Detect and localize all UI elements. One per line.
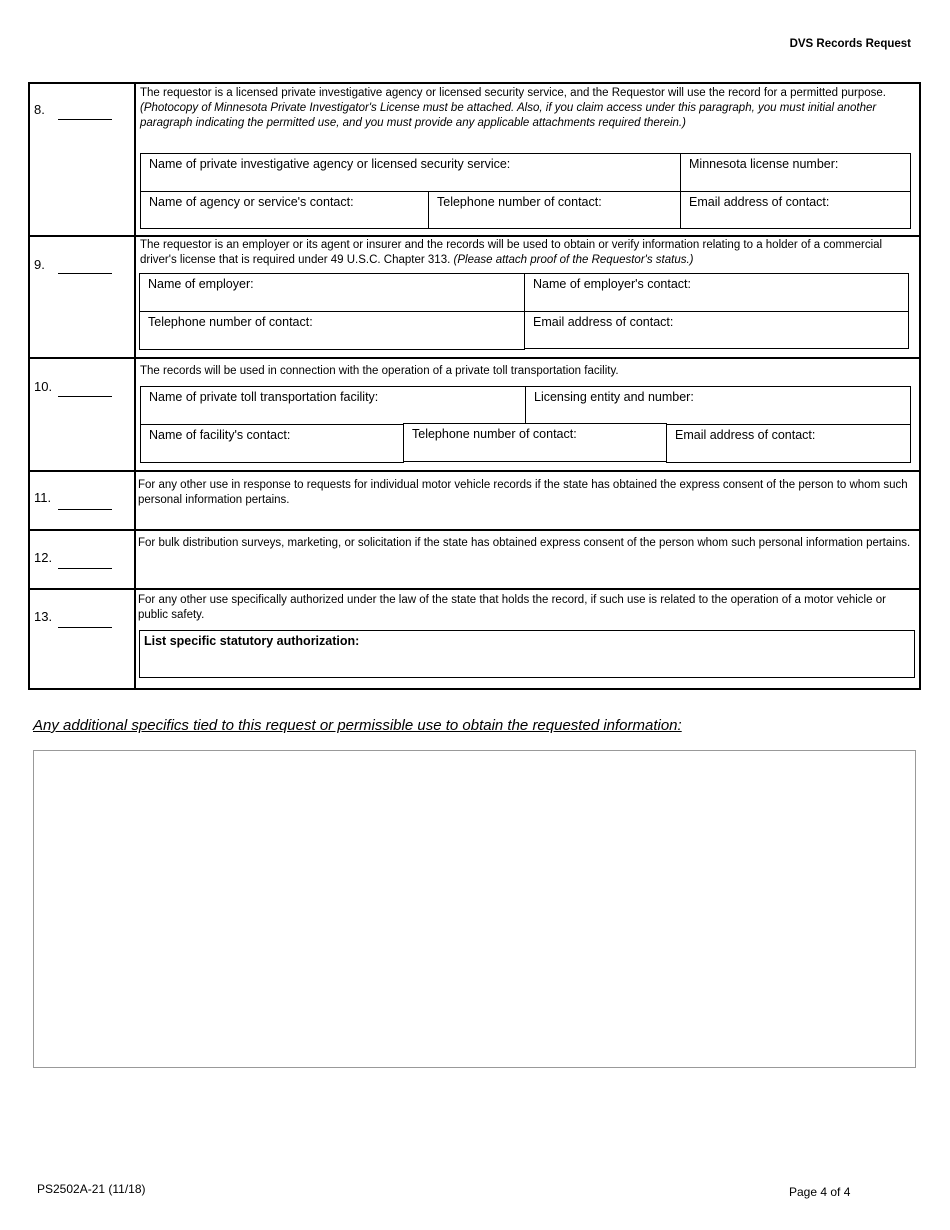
initials-field[interactable] [58, 119, 112, 120]
page-number: Page 4 of 4 [789, 1185, 851, 1199]
licensing-entity-field[interactable] [525, 386, 911, 425]
contact-phone-field[interactable] [428, 191, 681, 229]
row-number: 10. [34, 379, 53, 394]
field-label: Name of employer: [148, 277, 254, 291]
row-description: For bulk distribution surveys, marketing, or solicitation if the state has obtained express consent of the person whom such personal information pertains. [138, 537, 911, 549]
agency-name-field[interactable] [140, 153, 681, 192]
row-number-cell [30, 359, 136, 470]
page-header-title: DVS Records Request [789, 38, 911, 50]
field-label: Telephone number of contact: [437, 195, 602, 209]
row-note: (Please attach proof of the Requestor's status.) [453, 254, 694, 266]
toll-facility-name-field[interactable] [140, 386, 526, 425]
row-12 [28, 529, 921, 590]
agency-contact-field[interactable] [140, 191, 429, 229]
row-8 [28, 82, 921, 237]
row-description: For any other use in response to requests for individual motor vehicle records if the state has obtained the express consent of the person to whom such personal information pertains. [138, 479, 908, 506]
row-number-cell [30, 237, 136, 357]
initials-field[interactable] [58, 509, 112, 510]
row-13 [28, 588, 921, 690]
field-label: Name of private toll transportation facility: [149, 390, 379, 404]
row-number: 13. [34, 609, 53, 624]
row-number-cell [30, 84, 136, 235]
employer-contact-field[interactable] [524, 273, 909, 312]
row-number-cell [30, 472, 136, 529]
field-label: Name of employer's contact: [533, 277, 692, 291]
row-note: (Photocopy of Minnesota Private Investigator's License must be attached. Also, if you claim access under this paragraph, you must initial another paragraph indicating the permitted use, and you must provide any applicable attachments required therein.) [140, 102, 877, 129]
contact-email-field[interactable] [680, 191, 911, 229]
row-9 [28, 235, 921, 359]
license-number-field[interactable] [680, 153, 911, 192]
contact-phone-field[interactable] [403, 423, 667, 462]
field-label: Email address of contact: [675, 428, 816, 442]
row-number: 8. [34, 102, 45, 117]
row-description: For any other use specifically authorized under the law of the state that holds the record, if such use is related to the operation of a motor vehicle or public safety. [138, 594, 886, 621]
field-label: Email address of contact: [533, 315, 674, 329]
employer-name-field[interactable] [139, 273, 525, 312]
row-number: 9. [34, 257, 45, 272]
row-description: The records will be used in connection with the operation of a private toll transportation facility. [140, 365, 619, 377]
row-number-cell [30, 531, 136, 588]
facility-contact-field[interactable] [140, 424, 404, 463]
initials-field[interactable] [58, 627, 112, 628]
field-label: Licensing entity and number: [534, 390, 694, 404]
field-label: Name of agency or service's contact: [149, 195, 354, 209]
field-label: Telephone number of contact: [412, 427, 577, 441]
initials-field[interactable] [58, 273, 112, 274]
row-number: 11. [34, 490, 52, 505]
contact-phone-field[interactable] [139, 311, 525, 350]
additional-specifics-heading: Any additional specifics tied to this request or permissible use to obtain the requested information: [33, 717, 682, 734]
field-label: Telephone number of contact: [148, 315, 313, 329]
field-label: Name of facility's contact: [149, 428, 291, 442]
row-10 [28, 357, 921, 472]
form-id: PS2502A-21 (11/18) [37, 1182, 146, 1196]
field-label: Email address of contact: [689, 195, 830, 209]
contact-email-field[interactable] [666, 424, 911, 463]
field-label: Minnesota license number: [689, 157, 839, 171]
contact-email-field[interactable] [524, 311, 909, 349]
row-description: The requestor is an employer or its agent or insurer and the records will be used to obtain or verify information relating to a holder of a commercial driver's license that is required under 49 U.S.C. Chapter 313. (Please attach proof of the Requestor's status.) [140, 239, 883, 266]
row-11 [28, 470, 921, 531]
row-number: 12. [34, 550, 53, 565]
row-number-cell [30, 590, 136, 688]
initials-field[interactable] [58, 396, 112, 397]
statutory-authorization-field[interactable] [139, 630, 915, 678]
field-label: Name of private investigative agency or licensed security service: [149, 157, 511, 171]
field-label: List specific statutory authorization: [144, 634, 360, 648]
initials-field[interactable] [58, 568, 112, 569]
additional-specifics-textarea[interactable] [33, 750, 916, 1068]
row-description: The requestor is a licensed private investigative agency or licensed security service, and the Requestor will use the record for a permitted purpose. (Photocopy of Minnesota Private Investigator's License must be attached. Also, if you claim access under this paragraph, you must initial another paragraph indicating the permitted use, and you must provide any applicable attachments required therein.) [140, 87, 886, 129]
